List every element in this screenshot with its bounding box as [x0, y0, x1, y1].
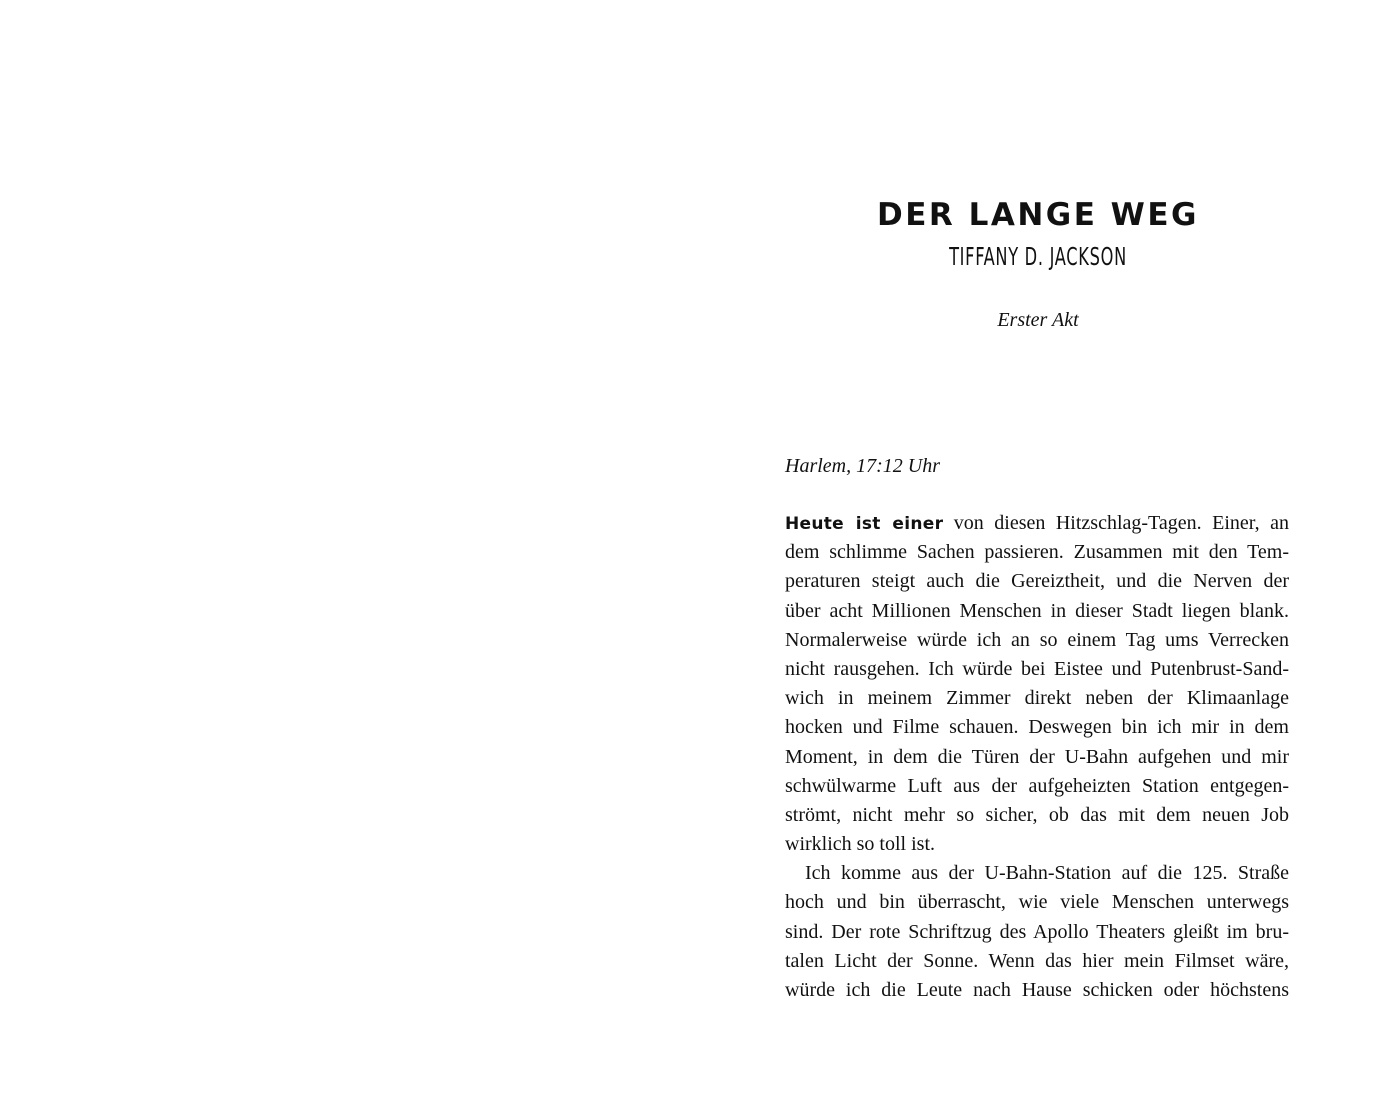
lead-in: Heute ist einer: [785, 514, 944, 534]
location-timestamp: Harlem, 17:12 Uhr: [785, 455, 940, 477]
text-line: dem schlimme Sachen passieren. Zusammen mit den Tem-: [785, 541, 1289, 564]
text-line: peraturen steigt auch die Gereiztheit, und die Nerven der: [785, 570, 1289, 593]
text-line: [785, 509, 1289, 538]
text-line-part: von diesen Hitzschlag-Tagen. Einer, an: [943, 512, 1289, 534]
text-line: Moment, in dem die Türen der U-Bahn aufgehen und mir: [785, 745, 1289, 768]
chapter-title: DER LANGE WEG: [877, 197, 1199, 233]
text-line: wirklich so toll ist.: [785, 833, 935, 856]
text-line: Normalerweise würde ich an so einem Tag ums Verrecken: [785, 628, 1289, 651]
text-line: hoch und bin überrascht, wie viele Menschen unterwegs: [785, 891, 1289, 914]
text-line: nicht rausgehen. Ich würde bei Eistee und Putenbrust-Sand-: [785, 657, 1289, 680]
text-line: sind. Der rote Schriftzug des Apollo Theaters gleißt im bru-: [785, 920, 1289, 943]
chapter-author: TIFFANY D. JACKSON: [949, 242, 1127, 271]
text-line: würde ich die Leute nach Hause schicken oder höchstens: [785, 979, 1289, 1001]
body-text: [785, 509, 1289, 1005]
text-line: Ich komme aus der U-Bahn-Station auf die 125. Straße: [805, 862, 1289, 885]
right-page: [697, 0, 1394, 1104]
text-line: strömt, nicht mehr so sicher, ob das mit dem neuen Job: [785, 803, 1289, 826]
text-line: wich in meinem Zimmer direkt neben der Klimaanlage: [785, 687, 1289, 710]
chapter-subtitle: Erster Akt: [997, 309, 1079, 331]
text-line: talen Licht der Sonne. Wenn das hier mein Filmset wäre,: [785, 949, 1289, 972]
text-line: schwülwarme Luft aus der aufgeheizten Station entgegen-: [785, 774, 1289, 797]
text-line: über acht Millionen Menschen in dieser Stadt liegen blank.: [785, 599, 1289, 622]
text-line: hocken und Filme schauen. Deswegen bin ich mir in dem: [785, 716, 1289, 739]
